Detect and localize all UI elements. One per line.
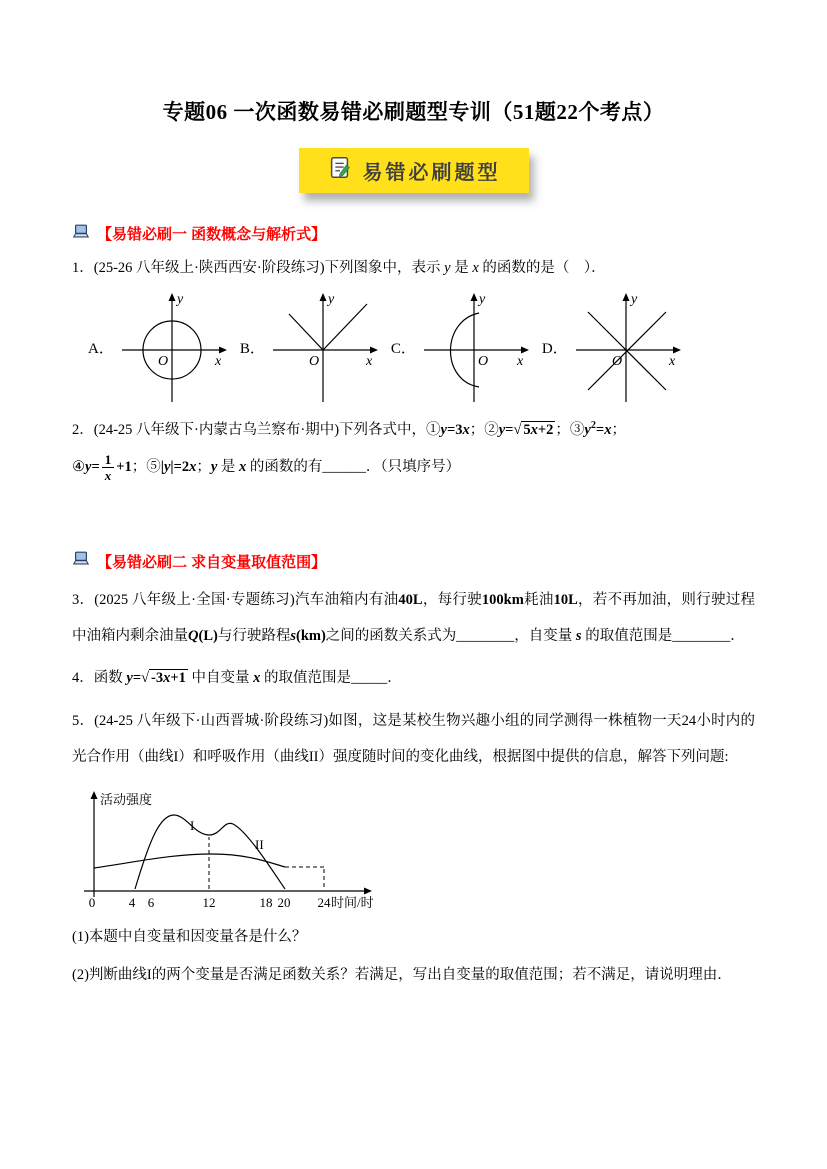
laptop-icon xyxy=(72,551,90,571)
option-d-label: D． xyxy=(541,340,568,357)
x-tick-label: 6 xyxy=(147,895,155,910)
exam-paper-icon xyxy=(327,155,353,186)
q1-option-a xyxy=(88,288,228,406)
x-tick-label: 0 xyxy=(88,895,96,910)
x-tick-label: 18 xyxy=(259,895,273,910)
x-tick-label: 4 xyxy=(128,895,136,910)
page-title: 专题06 一次函数易错必刷题型专训（51题22个考点） xyxy=(162,100,665,124)
section-header-1 xyxy=(72,223,755,244)
laptop-icon xyxy=(72,224,90,244)
question-5-sub2: (2)判断曲线I的两个变量是否满足函数关系？若满足，写出自变量的取值范围；若不满足，请说明理由． xyxy=(72,967,732,984)
x-axis-label: x xyxy=(516,354,524,370)
y-axis-title: 活动强度 xyxy=(100,792,153,807)
curve-photosynthesis xyxy=(135,815,285,889)
option-b-label: B． xyxy=(239,340,265,357)
topic-badge xyxy=(299,148,529,193)
q1-option-b xyxy=(240,288,379,406)
question-2-stem: 2．(24-25 八年级下·内蒙古乌兰察布·期中)下列各式中，①y=3x；②y=√ 5x+2 ；$③y^2=x$； ④y= $\frac{1}{x}$ +1；⑤|y|=2x；y 是 x 的函数的有______．（只填序号） xyxy=(72,420,626,483)
question-5-sub1: (1)本题中自变量和因变量各是什么？ xyxy=(72,929,307,945)
x-axis-label: x xyxy=(365,354,373,370)
origin-label: O xyxy=(477,354,488,370)
option-a-label: A． xyxy=(88,340,114,357)
x-tick-label: 24 xyxy=(317,895,331,910)
option-b-graph xyxy=(267,288,379,406)
y-axis-label: y xyxy=(176,292,184,308)
y-axis-label: y xyxy=(478,292,486,308)
question-1-stem: 1．(25-26 八年级上·陕西西安·阶段练习)下列图象中，表示 y 是 x 的函数的是（ ）． xyxy=(72,260,606,276)
question-5-stem: 5．(24-25 八年级下·山西晋城·阶段练习)如图，这是某校生物兴趣小组的同学测得一株植物一天24小时内的光合作用（曲线I）和呼吸作用（曲线II）强度随时间的变化曲线，根据图中提供的信息，解答下列问题: xyxy=(72,712,755,765)
origin-label: O xyxy=(611,354,622,370)
origin-label: O xyxy=(308,354,319,370)
y-axis-label: y xyxy=(327,292,335,308)
badge-row xyxy=(72,148,755,193)
curve2-label: II xyxy=(255,837,264,852)
curve1-label: I xyxy=(190,818,195,833)
question-3-stem: 3．(2025 八年级上·全国·专题练习)汽车油箱内有油40L，每行驶100km耗油10L，若不再加油，则行驶过程中油箱内剩余油量Q(L)与行驶路程s(km)之间的函数关系式为________，自变量 s 的取值范围是________． xyxy=(72,591,756,644)
x-axis-title: 时间/时 xyxy=(331,895,374,910)
x-axis-label: x xyxy=(668,354,675,370)
section-title-1: 【易错必刷一 函数概念与解析式】 xyxy=(97,226,327,243)
section-title-2: 【易错必刷二 求自变量取值范围】 xyxy=(97,553,327,571)
x-axis-label: x xyxy=(214,354,222,370)
badge-label: 易错必刷题型 xyxy=(362,162,501,184)
x-tick-label: 12 xyxy=(202,895,216,910)
q1-option-c xyxy=(391,288,530,406)
x-tick-label: 20 xyxy=(277,895,291,910)
option-c-graph xyxy=(418,288,530,406)
option-d-graph xyxy=(570,288,682,406)
q1-option-d xyxy=(542,288,682,406)
question-4-stem: 4．函数 y=√ -3x+1 中自变量 x 的取值范围是_____． xyxy=(72,670,402,687)
q1-options xyxy=(88,288,755,406)
option-c-label: C． xyxy=(390,340,416,357)
y-axis-label: y xyxy=(630,292,637,308)
origin-label: O xyxy=(157,354,168,370)
q5-activity-graph xyxy=(72,783,402,917)
option-a-graph xyxy=(116,288,228,406)
section-header-2 xyxy=(72,551,755,572)
curve-respiration xyxy=(94,854,285,868)
